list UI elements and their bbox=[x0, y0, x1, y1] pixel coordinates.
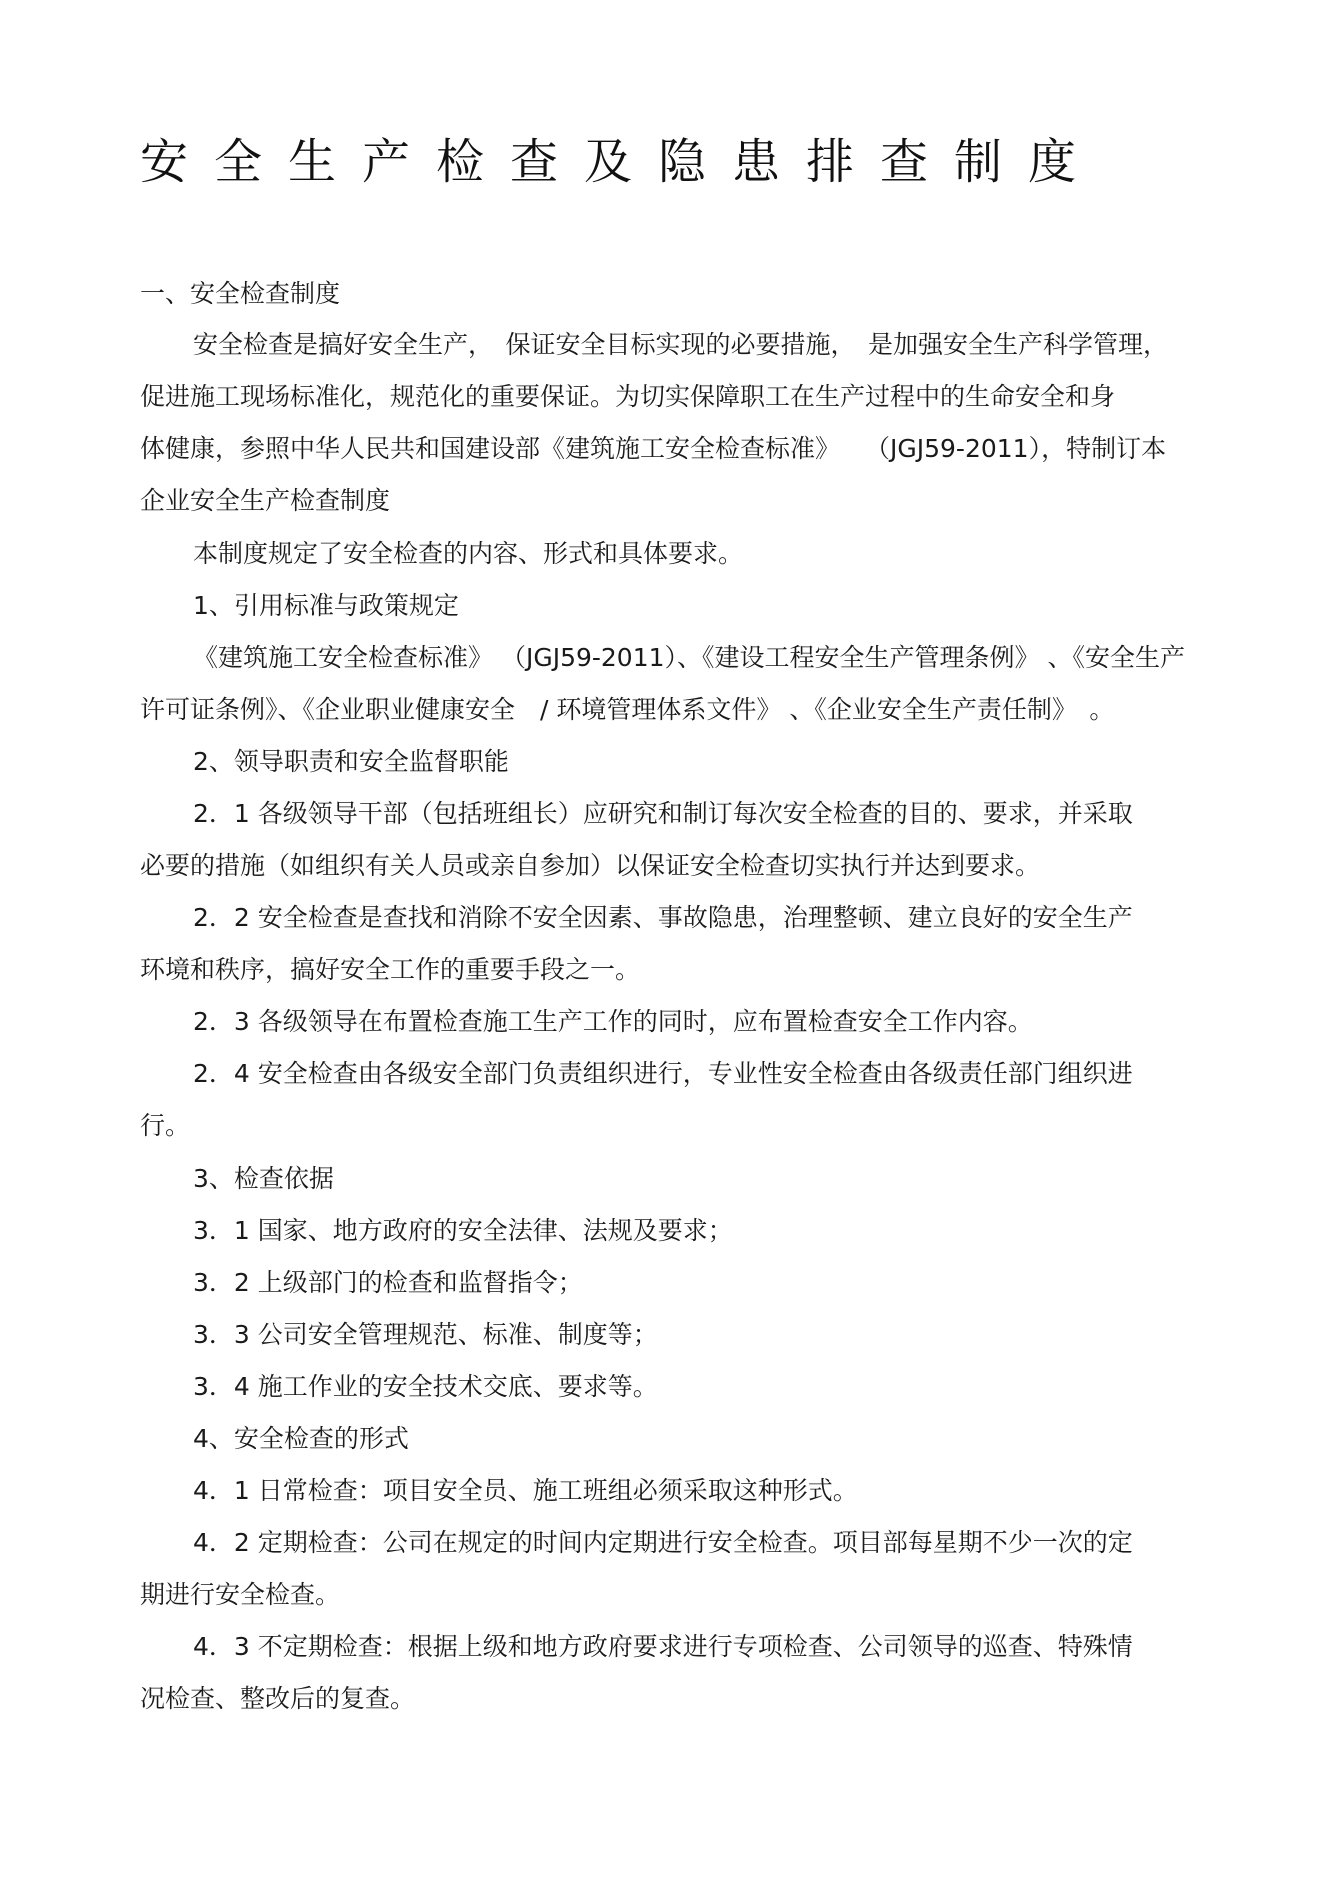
section-heading: 一、安全检查制度 bbox=[140, 279, 341, 308]
list-item: 3．4 施工作业的安全技术交底、要求等。 bbox=[193, 1372, 658, 1401]
paragraph-line: 安全检查是搞好安全生产， 保证安全目标实现的必要措施， 是加强安全生产科学管理， bbox=[193, 330, 1169, 359]
paragraph-line: 企业安全生产检查制度 bbox=[140, 486, 391, 515]
paragraph-line: 行。 bbox=[140, 1111, 191, 1140]
list-item: 3．1 国家、地方政府的安全法律、法规及要求； bbox=[193, 1216, 733, 1245]
subsection-heading: 3、检查依据 bbox=[193, 1164, 334, 1193]
paragraph-line: 2．1 各级领导干部（包括班组长）应研究和制订每次安全检查的目的、要求，并采取 bbox=[193, 799, 1133, 828]
paragraph-line: 必要的措施（如组织有关人员或亲自参加）以保证安全检查切实执行并达到要求。 bbox=[140, 851, 1041, 880]
list-item: 3．2 上级部门的检查和监督指令； bbox=[193, 1268, 583, 1297]
paragraph-line: 环境和秩序，搞好安全工作的重要手段之一。 bbox=[140, 955, 641, 984]
list-item: 4．3 不定期检查：根据上级和地方政府要求进行专项检查、公司领导的巡查、特殊情 bbox=[193, 1632, 1133, 1661]
paragraph-line: 体健康，参照中华人民共和国建设部《建筑施工安全检查标准》 （JGJ59-2011），特制订本 bbox=[140, 434, 1167, 463]
paragraph-line: 2．4 安全检查由各级安全部门负责组织进行，专业性安全检查由各级责任部门组织进 bbox=[193, 1059, 1133, 1088]
paragraph-line: 促进施工现场标准化，规范化的重要保证。为切实保障职工在生产过程中的生命安全和身 bbox=[140, 382, 1116, 411]
paragraph-line: 2．2 安全检查是查找和消除不安全因素、事故隐患，治理整顿、建立良好的安全生产 bbox=[193, 903, 1133, 932]
paragraph-line: 本制度规定了安全检查的内容、形式和具体要求。 bbox=[193, 539, 744, 568]
list-item: 3．3 公司安全管理规范、标准、制度等； bbox=[193, 1320, 658, 1349]
paragraph-line: 2．3 各级领导在布置检查施工生产工作的同时，应布置检查安全工作内容。 bbox=[193, 1007, 1033, 1036]
subsection-heading: 2、领导职责和安全监督职能 bbox=[193, 747, 509, 776]
page-title: 安全生产检查及隐患排查制度 bbox=[140, 134, 1103, 190]
list-item: 4．1 日常检查：项目安全员、施工班组必须采取这种形式。 bbox=[193, 1476, 858, 1505]
paragraph-line: 许可证条例》、《企业职业健康安全 / 环境管理体系文件》 、《企业安全生产责任制》 。 bbox=[140, 695, 1115, 724]
paragraph-line: 况检查、整改后的复查。 bbox=[140, 1684, 416, 1713]
subsection-heading: 4、安全检查的形式 bbox=[193, 1424, 409, 1453]
subsection-heading: 1、引用标准与政策规定 bbox=[193, 591, 459, 620]
list-item: 4．2 定期检查：公司在规定的时间内定期进行安全检查。项目部每星期不少一次的定 bbox=[193, 1528, 1133, 1557]
paragraph-line: 期进行安全检查。 bbox=[140, 1580, 341, 1609]
paragraph-line: 《建筑施工安全检查标准》 （JGJ59-2011）、《建设工程安全生产管理条例》 、《安全生产 bbox=[193, 643, 1185, 672]
